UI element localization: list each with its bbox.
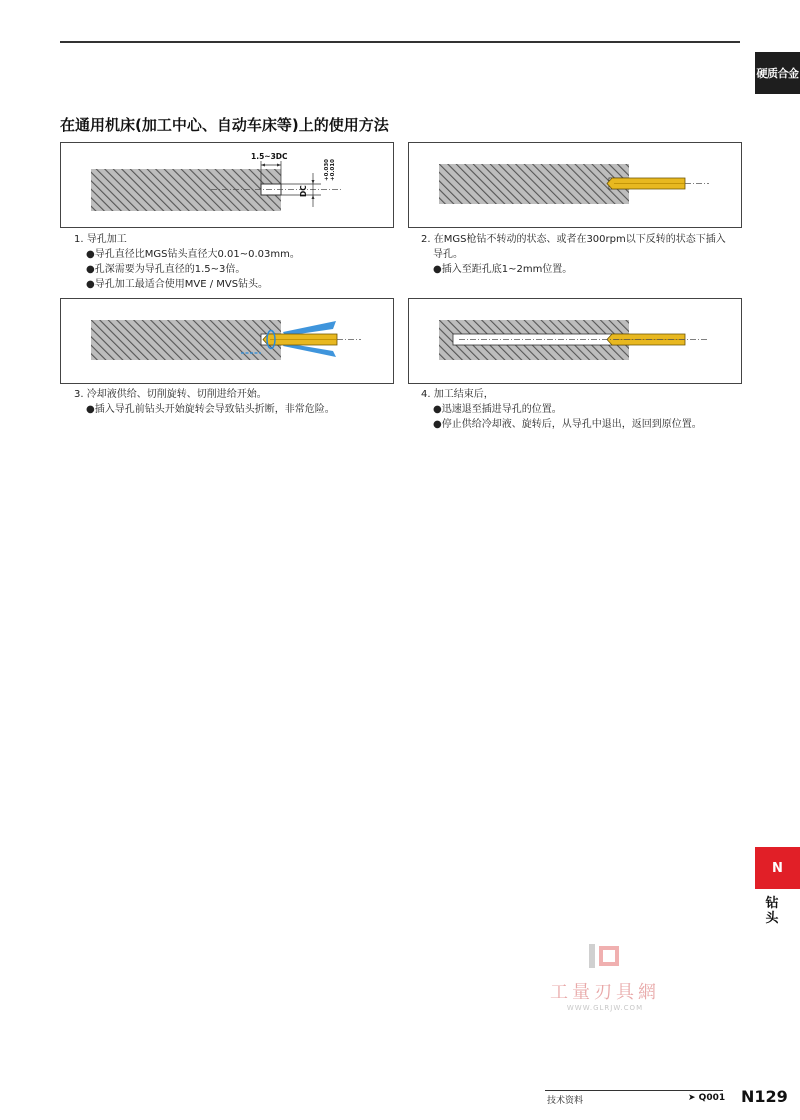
tol-upper: +0.030 <box>324 158 330 181</box>
category-tab-label: 钻头 <box>765 896 779 926</box>
watermark: 工量刃具網 WWW.GLRJW.COM <box>535 942 675 1012</box>
category-tab-n[interactable]: N <box>755 847 800 889</box>
dim-depth-label: 1.5~3DC <box>251 152 288 161</box>
diagram-retract <box>408 298 742 384</box>
diagram-coolant-start <box>60 298 394 384</box>
top-rule <box>60 41 740 43</box>
section-title: 在通用机床(加工中心、自动车床等)上的使用方法 <box>60 116 389 134</box>
workpiece <box>91 320 281 360</box>
diagram-pilot-hole <box>60 142 394 228</box>
tol-lower: +0.010 <box>330 158 336 181</box>
step-4-text: 4. 加工结束后， ●迅速退至插进导孔的位置。 ●停止供给冷却液、旋转后，从导孔中退出，返回到原位置。 <box>421 389 702 430</box>
footer-reference-link[interactable]: ➤ Q001 <box>688 1093 726 1103</box>
dim-dia-label: DC <box>299 185 308 197</box>
step-2-text: 2. 在MGS枪钻不转动的状态、或者在300rpm以下反转的状态下插入 导孔。 ●插入至距孔底1~2mm位置。 <box>421 234 726 275</box>
workpiece <box>439 164 629 204</box>
watermark-logo-icon <box>585 942 625 972</box>
step-1-text: 1. 导孔加工 ●导孔直径比MGS钻头直径大0.01~0.03mm。 ●孔深需要为导孔直径的1.5~3倍。 ●导孔加工最适合使用MVE / MVS钻头。 <box>74 234 300 290</box>
page-number: N129 <box>741 1087 788 1106</box>
footer-section-label: 技术资料 <box>547 1096 584 1106</box>
step-3-text: 3. 冷却液供给、切削旋转、切削进给开始。 ●插入导孔前钻头开始旋转会导致钻头折断，非常危险。 <box>74 389 335 415</box>
footer-rule <box>545 1090 723 1091</box>
diagram-insert-drill <box>408 142 742 228</box>
workpiece <box>91 169 281 211</box>
category-tab-carbide[interactable]: 硬质合金 <box>755 52 800 94</box>
